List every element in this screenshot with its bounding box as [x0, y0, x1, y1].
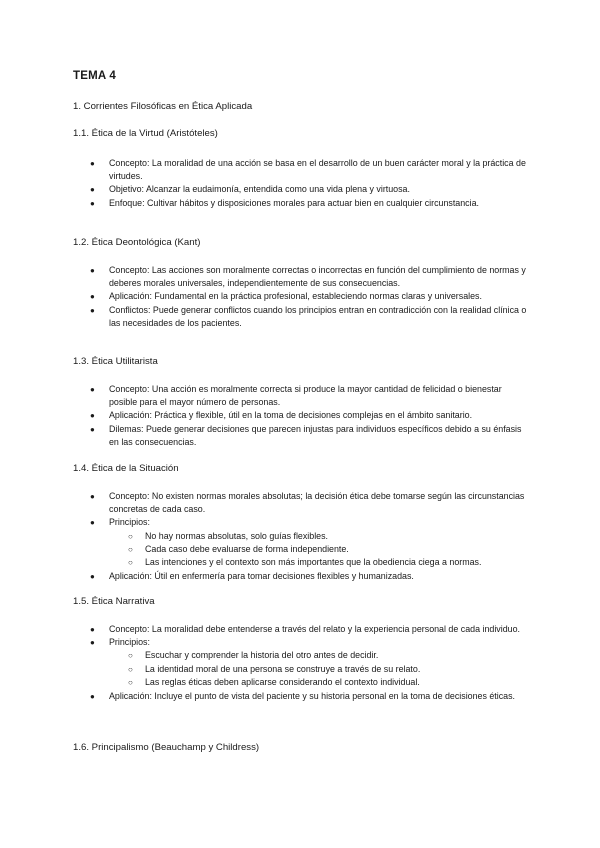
bullet-icon: ●	[90, 518, 95, 528]
circle-bullet-icon: ○	[128, 545, 133, 555]
subsection-heading-1-4: 1.4. Ética de la Situación	[73, 463, 179, 474]
bullet-icon: ●	[90, 424, 95, 434]
sub-list-item: ○ Las reglas éticas deben aplicarse considerando el contexto individual.	[109, 676, 527, 689]
sub-list-item: ○ La identidad moral de una persona se construye a través de su relato.	[109, 663, 527, 676]
list-item: ● Concepto: La moralidad de una acción se basa en el desarrollo de un buen carácter moral y la práctica de virtudes.	[90, 158, 526, 182]
list-item: ● Conflictos: Puede generar conflictos cuando los principios entran en contradicción con la realidad clínica o las necesidades de los pacientes.	[90, 304, 527, 328]
bullet-icon: ●	[90, 411, 95, 421]
list-item: ● Aplicación: Útil en enfermería para tomar decisiones flexibles y humanizadas.	[0, 570, 527, 583]
bullet-icon: ●	[90, 385, 95, 394]
list-item: ● Aplicación: Práctica y flexible, útil en la toma de decisiones complejas en el ámbito sanitario.	[0, 409, 527, 422]
bullet-icon: ●	[90, 266, 95, 275]
list-item: ● Aplicación: Incluye el punto de vista del paciente y su historia personal en la toma de decisiones éticas.	[0, 690, 527, 703]
circle-bullet-icon: ○	[128, 651, 133, 661]
bullet-list-1-1	[0, 157, 600, 210]
list-item: ● Enfoque: Cultivar hábitos y disposiciones morales para actuar bien en cualquier circunstancia.	[0, 197, 527, 210]
sub-list	[109, 530, 527, 570]
bullet-list-1-3	[0, 383, 600, 449]
list-item: ● Concepto: La moralidad debe entenderse a través del relato y la experiencia personal de cada individuo.	[0, 623, 527, 636]
bullet-icon: ●	[90, 305, 95, 315]
subsection-heading-1-5: 1.5. Ética Narrativa	[73, 596, 155, 607]
sub-list-item: ○ Escuchar y comprender la historia del otro antes de decidir.	[109, 649, 527, 662]
list-item: ● Concepto: No existen normas morales absolutas; la decisión ética debe tomarse según las circunstancias concretas de cada caso.	[90, 491, 525, 515]
sub-list-item: ○ Las intenciones y el contexto son más importantes que la obediencia ciega a normas.	[109, 556, 527, 569]
list-item: ● Aplicación: Fundamental en la práctica profesional, estableciendo normas claras y universales.	[0, 290, 527, 303]
circle-bullet-icon: ○	[128, 664, 133, 674]
subsection-heading-1-6: 1.6. Principalismo (Beauchamp y Childress)	[73, 742, 260, 753]
subsection-heading-1-2: 1.2. Ética Deontológica (Kant)	[73, 237, 201, 248]
list-item: ● Principios: ○ Escuchar y comprender la historia del otro antes de decidir. ○ La identidad moral de una persona se construye a través de su relato. ○ Las reglas éticas deben aplicarse considerando el contexto individual.	[0, 636, 527, 689]
circle-bullet-icon: ○	[128, 678, 133, 688]
list-item: ● Concepto: Una acción es moralmente correcta si produce la mayor cantidad de felicidad o bienestar posible para el mayor número de personas.	[90, 384, 502, 408]
sub-list-item: ○ Cada caso debe evaluarse de forma independiente.	[109, 543, 527, 556]
circle-bullet-icon: ○	[128, 558, 133, 568]
list-item: ● Concepto: Las acciones son moralmente correctas o incorrectas en función del cumplimiento de normas y deberes morales universales, independientemente de sus consecuencias.	[90, 265, 526, 289]
circle-bullet-icon: ○	[128, 531, 133, 541]
subsection-heading-1-3: 1.3. Ética Utilitarista	[73, 356, 158, 367]
subsection-heading-1-1: 1.1. Ética de la Virtud (Aristóteles)	[73, 128, 218, 139]
bullet-icon: ●	[90, 492, 95, 501]
document-title: TEMA 4	[73, 70, 116, 82]
list-item: ● Dilemas: Puede generar decisiones que parecen injustas para individuos específicos debido a su énfasis en las consecuencias.	[90, 423, 522, 447]
bullet-list-1-4	[0, 490, 600, 583]
bullet-list-1-2	[0, 264, 600, 330]
bullet-icon: ●	[90, 159, 95, 168]
bullet-icon: ●	[90, 691, 95, 701]
bullet-icon: ●	[90, 625, 95, 634]
bullet-icon: ●	[90, 638, 95, 648]
list-item: ● Objetivo: Alcanzar la eudaimonía, entendida como una vida plena y virtuosa.	[0, 183, 527, 196]
bullet-list-1-5	[0, 623, 600, 703]
sub-list	[109, 649, 527, 689]
bullet-icon: ●	[90, 571, 95, 581]
list-item: ● Principios: ○ No hay normas absolutas, solo guías flexibles. ○ Cada caso debe evaluarse de forma independiente. ○ Las intenciones y el contexto son más importantes que la obediencia ciega a normas.	[0, 516, 527, 569]
section-heading: 1. Corrientes Filosóficas en Ética Aplicada	[73, 101, 253, 112]
sub-list-item: ○ No hay normas absolutas, solo guías flexibles.	[109, 530, 527, 543]
bullet-icon: ●	[90, 292, 95, 302]
bullet-icon: ●	[90, 185, 95, 195]
bullet-icon: ●	[90, 198, 95, 208]
